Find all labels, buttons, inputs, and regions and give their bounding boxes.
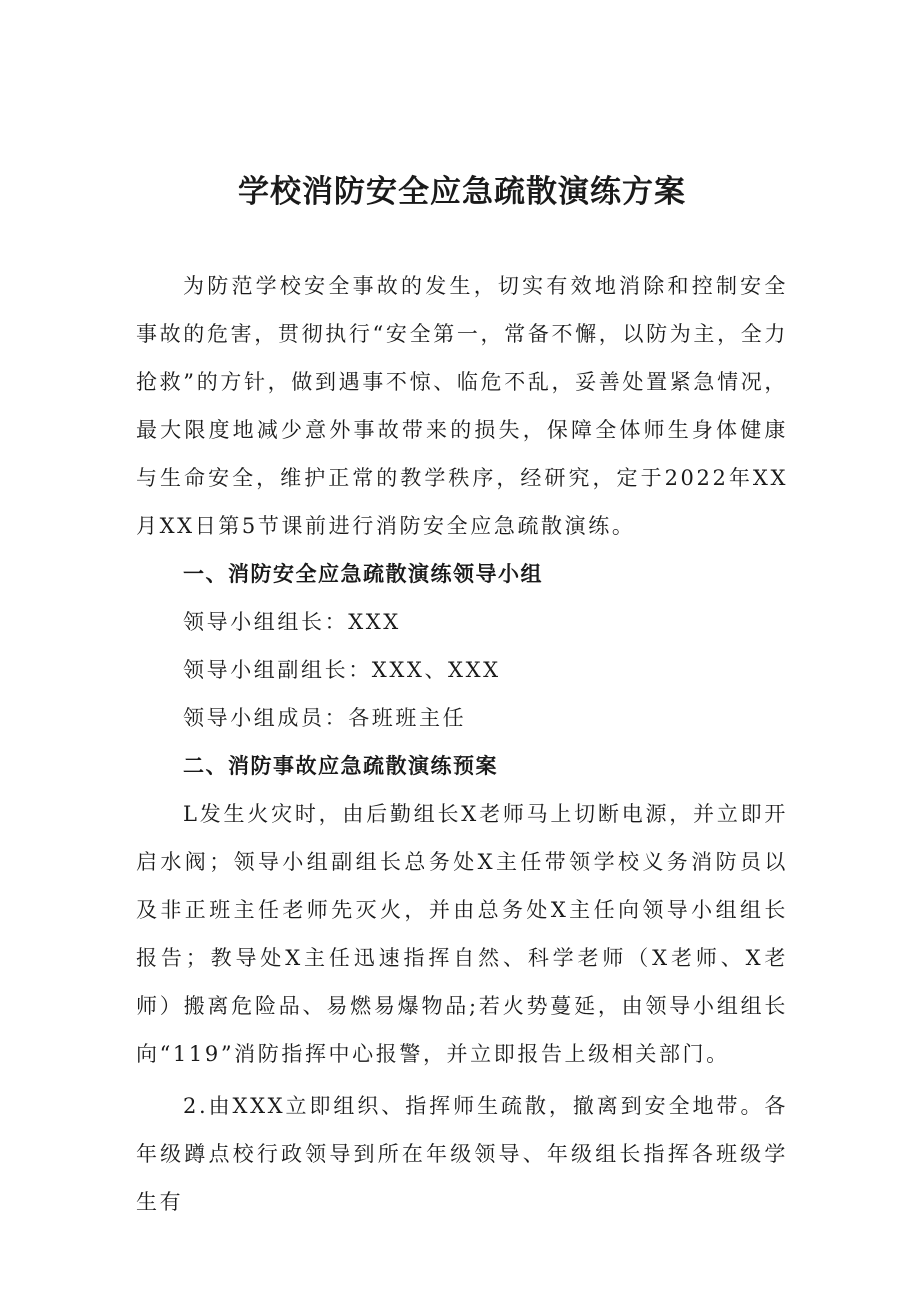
- deputy-line: 领导小组副组长：XXX、XXX: [183, 658, 501, 682]
- section2-heading: 二、消防事故应急疏散演练预案: [183, 754, 498, 778]
- section1-heading: 一、消防安全应急疏散演练领导小组: [183, 562, 543, 586]
- item1-paragraph: L发生火灾时，由后勤组长X老师马上切断电源，并立即开启水阀；领导小组副组长总务处X主任带领学校义务消防员以及非正班主任老师先灭火，并由总务处X主任向领导小组组长报告；教导处X主任迅速指挥自然、科学老师（X老师、X老师）搬离危险品、易燃易爆物品;若火势蔓延，由领导小组组长向“119”消防指挥中心报警，并立即报告上级相关部门。: [136, 802, 788, 1066]
- leader-line: 领导小组组长：XXX: [183, 610, 401, 634]
- document-title: 学校消防安全应急疏散演练方案: [238, 174, 686, 210]
- intro-paragraph: 为防范学校安全事故的发生，切实有效地消除和控制安全事故的危害，贯彻执行“安全第一，常备不懈，以防为主，全力抢救”的方针，做到遇事不惊、临危不乱，妥善处置紧急情况，最大限度地减少意外事故带来的损失，保障全体师生身体健康与生命安全，维护正常的教学秩序，经研究，定于2022年XX月XX日第5节课前进行消防安全应急疏散演练。: [136, 274, 788, 538]
- members-line: 领导小组成员：各班班主任: [183, 706, 467, 730]
- item2-paragraph: 2.由XXX立即组织、指挥师生疏散，撤离到安全地带。各年级蹲点校行政领导到所在年级领导、年级组长指挥各班级学生有: [136, 1094, 788, 1214]
